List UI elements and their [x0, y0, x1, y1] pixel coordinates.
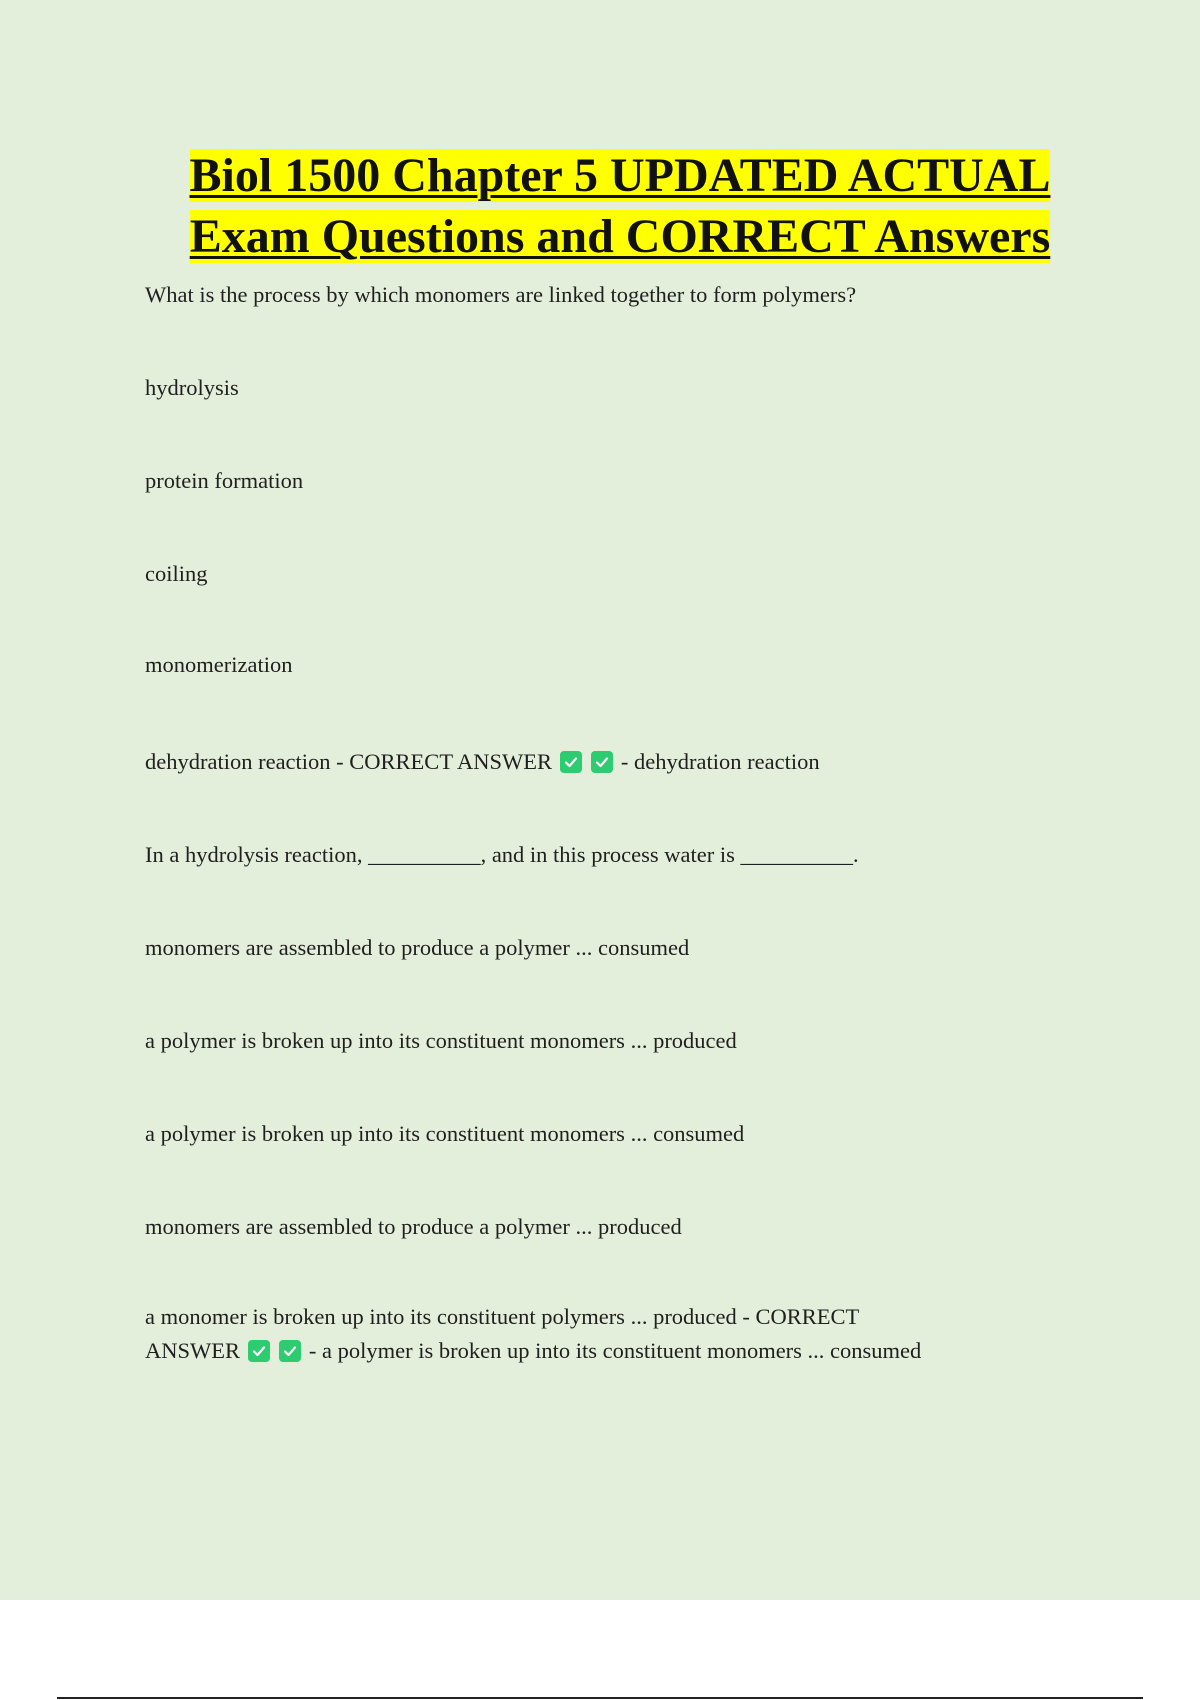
document-title — [0, 145, 1200, 267]
q1-option-2: protein formation — [145, 468, 304, 493]
q2-correct-answer-line-1: a monomer is broken up into its constituent polymers ... produced - CORRECT — [145, 1304, 860, 1329]
title-line-1: Biol 1500 Chapter 5 UPDATED ACTUAL — [189, 149, 1051, 202]
q2-option-2: a polymer is broken up into its constituent monomers ... produced — [145, 1028, 737, 1053]
q1-answer-suffix: - dehydration reaction — [620, 749, 820, 774]
q1-option-3: coiling — [145, 561, 208, 586]
q1-correct-answer — [145, 745, 820, 779]
q2-answer-suffix: - a polymer is broken up into its constituent monomers ... consumed — [308, 1338, 922, 1363]
green-checkmark-icon — [560, 751, 582, 773]
title-line-2: Exam Questions and CORRECT Answers — [189, 210, 1051, 263]
green-checkmark-icon — [248, 1340, 270, 1362]
question-1-text: What is the process by which monomers are linked together to form polymers? — [145, 282, 857, 307]
green-checkmark-icon — [279, 1340, 301, 1362]
q1-option-4: monomerization — [145, 652, 293, 677]
page-footer-divider — [57, 1697, 1143, 1699]
q2-option-1: monomers are assembled to produce a polymer ... consumed — [145, 935, 690, 960]
q1-answer-prefix: dehydration reaction - CORRECT ANSWER — [145, 749, 553, 774]
question-2-text: In a hydrolysis reaction, __________, and in this process water is __________. — [145, 842, 859, 867]
q2-answer-prefix: ANSWER — [145, 1338, 240, 1363]
q2-option-4: monomers are assembled to produce a polymer ... produced — [145, 1214, 682, 1239]
q2-option-3: a polymer is broken up into its constituent monomers ... consumed — [145, 1121, 745, 1146]
q1-option-1: hydrolysis — [145, 375, 239, 400]
green-checkmark-icon — [591, 751, 613, 773]
q2-correct-answer-line-2 — [145, 1334, 921, 1368]
